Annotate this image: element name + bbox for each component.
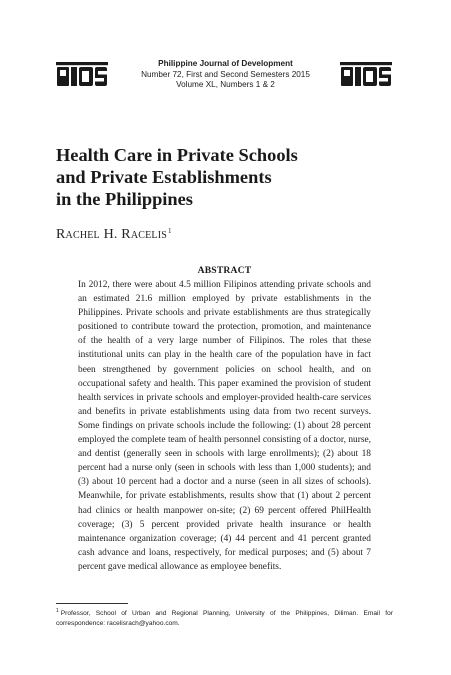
journal-header [120,59,331,91]
abstract-heading: ABSTRACT [197,265,252,276]
pids-logo-right [340,62,392,86]
pids-logo-icon [340,62,392,86]
author-line [56,227,172,243]
author-footnote-mark: 1 [168,227,172,235]
journal-issue: Number 72, First and Second Semesters 2015 [141,69,310,79]
journal-volume: Volume XL, Numbers 1 & 2 [176,80,275,90]
article-title-line: in the Philippines [56,188,193,209]
pids-logo-icon [56,62,108,86]
footnote-text: Professor, School of Urban and Regional Planning, University of the Philippines, Diliman. Email for correspondence: racelisrach@yahoo.com. [56,610,393,627]
abstract-text: In 2012, there were about 4.5 million Filipinos attending private schools and an estimated 21.6 million employed by private establishments in the Philippines. Private schools and private establishments are thus strategically positioned to contribute toward the protection, promotion, and maintenance of the health of a very large number of Filipinos. The roles that these institutional units can play in the health care of the population have in fact been strengthened by government policies on school health, and on occupational safety and health. This paper examined the provision of student health services in private schools and employer-provided health-care services and benefits in private establishments using data from two recent surveys. Some findings on private schools include the following: (1) about 28 percent employed the complete team of health personnel consisting of a doctor, nurse, and dentist (generally seen in schools with large enrollments); (2) about 18 percent had a nurse only (seen in schools with less than 1,000 students); and (3) about 10 percent had a doctor and a nurse (seen in all sizes of schools). Meanwhile, for private establishments, results show that (1) about 2 percent had clinics or health manpower on-site; (2) 69 percent offered PhilHealth coverage; (3) 5 percent provided private health insurance or health maintenance organization coverage; (4) 44 percent and 41 percent granted cash advance and loans, respectively, for medical purposes; and (5) about 7 percent gave medical allowance as employee benefits. [78,280,371,572]
footnote-divider [56,603,128,604]
article-title-line: Health Care in Private Schools [56,145,298,165]
author-name: Rachel H. Racelis [56,227,168,242]
pids-logo-left [56,62,108,86]
article-title-line: and Private Establishments [56,166,272,187]
article-title [56,145,356,210]
footnote [56,607,393,628]
journal-name: Philippine Journal of Development [158,59,293,68]
footnote-mark: 1 [56,608,59,614]
